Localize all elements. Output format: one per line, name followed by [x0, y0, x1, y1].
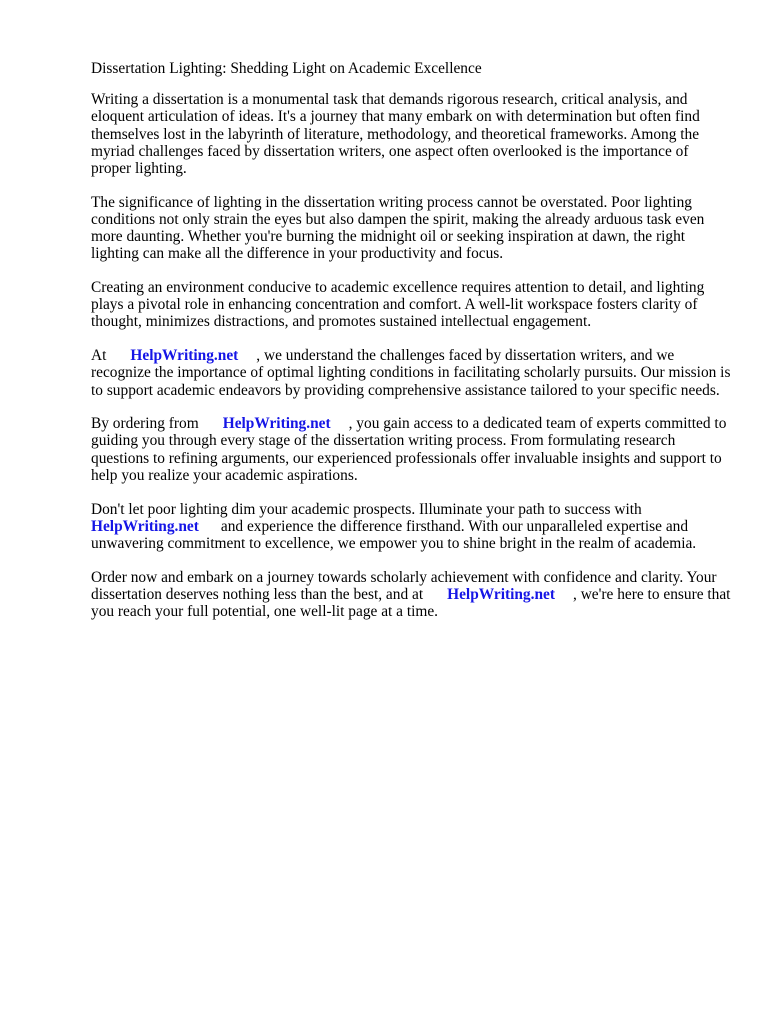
paragraph-ordering-lead: By ordering from	[91, 415, 199, 433]
paragraph-order-now-lead: Order now and embark on a journey towards scholarly achievement with confidence and clarity. Your dissertation deserves nothing less than the best, and at	[91, 568, 717, 603]
paragraph-mission-lead: At	[91, 347, 107, 365]
helpwriting-link[interactable]: HelpWriting.net	[222, 415, 331, 433]
paragraph-environment-text: Creating an environment conducive to academic excellence requires attention to detail, and lighting plays a pivotal role in enhancing concentration and comfort. A well-lit workspace fosters clarity of thought, minimizes distractions, and promotes sustained intellectual engagement.	[91, 279, 705, 331]
paragraph-illuminate-text: and experience the difference firsthand. With our unparalleled expertise and unwavering commitment to excellence, we empower you to shine bright in the realm of academia.	[91, 517, 697, 552]
paragraph-significance	[91, 194, 731, 263]
paragraph-ordering	[91, 415, 731, 484]
paragraph-mission-text: , we understand the challenges faced by dissertation writers, and we recognize the importance of optimal lighting conditions in facilitating scholarly pursuits. Our mission is to support academic endeavors by providing comprehensive assistance tailored to your specific needs.	[91, 347, 731, 399]
helpwriting-link[interactable]: HelpWriting.net	[130, 347, 239, 365]
paragraph-order-now	[91, 569, 731, 621]
paragraph-intro-text: Writing a dissertation is a monumental task that demands rigorous research, critical analysis, and eloquent articulation of ideas. It's a journey that many embark on with determination but often find themselves lost in the labyrinth of literature, methodology, and theoretical frameworks. Among the myriad challenges faced by dissertation writers, one aspect often overlooked is the importance of proper lighting.	[91, 91, 700, 178]
paragraph-order-now-text: , we're here to ensure that you reach your full potential, one well-lit page at a time.	[91, 585, 731, 621]
paragraph-environment	[91, 279, 731, 331]
paragraph-ordering-text: , you gain access to a dedicated team of experts committed to guiding you through every stage of the dissertation writing process. From formulating research questions to refining arguments, our experienced professionals offer invaluable insights and support to help you realize your academic aspirations.	[91, 415, 727, 484]
helpwriting-link[interactable]: HelpWriting.net	[91, 517, 199, 535]
paragraph-illuminate	[91, 501, 731, 553]
paragraph-illuminate-lead: Don't let poor lighting dim your academic prospects. Illuminate your path to success with	[91, 500, 642, 518]
paragraph-intro	[91, 91, 731, 177]
document-title: Dissertation Lighting: Shedding Light on Academic Excellence	[91, 60, 482, 77]
document-body	[91, 60, 731, 637]
paragraph-significance-text: The significance of lighting in the dissertation writing process cannot be overstated. Poor lighting conditions not only strain the eyes but also dampen the spirit, making the already arduous task even more daunting. Whether you're burning the midnight oil or seeking inspiration at dawn, the right lighting can make all the difference in your productivity and focus.	[91, 193, 705, 263]
paragraph-mission	[91, 347, 731, 399]
helpwriting-link[interactable]: HelpWriting.net	[447, 585, 555, 603]
